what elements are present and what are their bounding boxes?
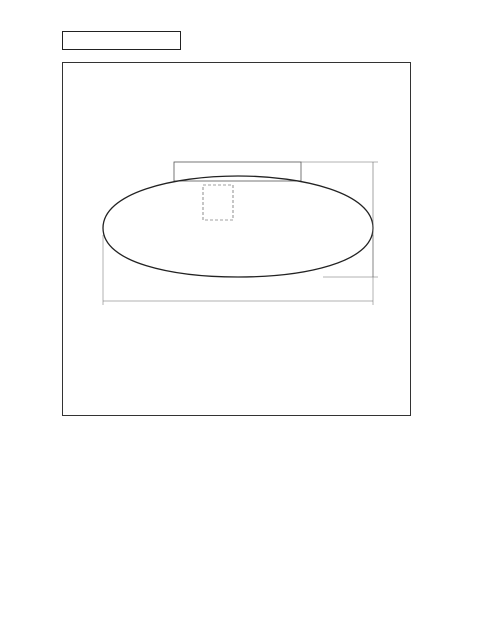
brand-logo bbox=[62, 31, 181, 50]
lamp-technical-drawing bbox=[63, 63, 412, 417]
product-drawing-frame bbox=[62, 62, 411, 416]
